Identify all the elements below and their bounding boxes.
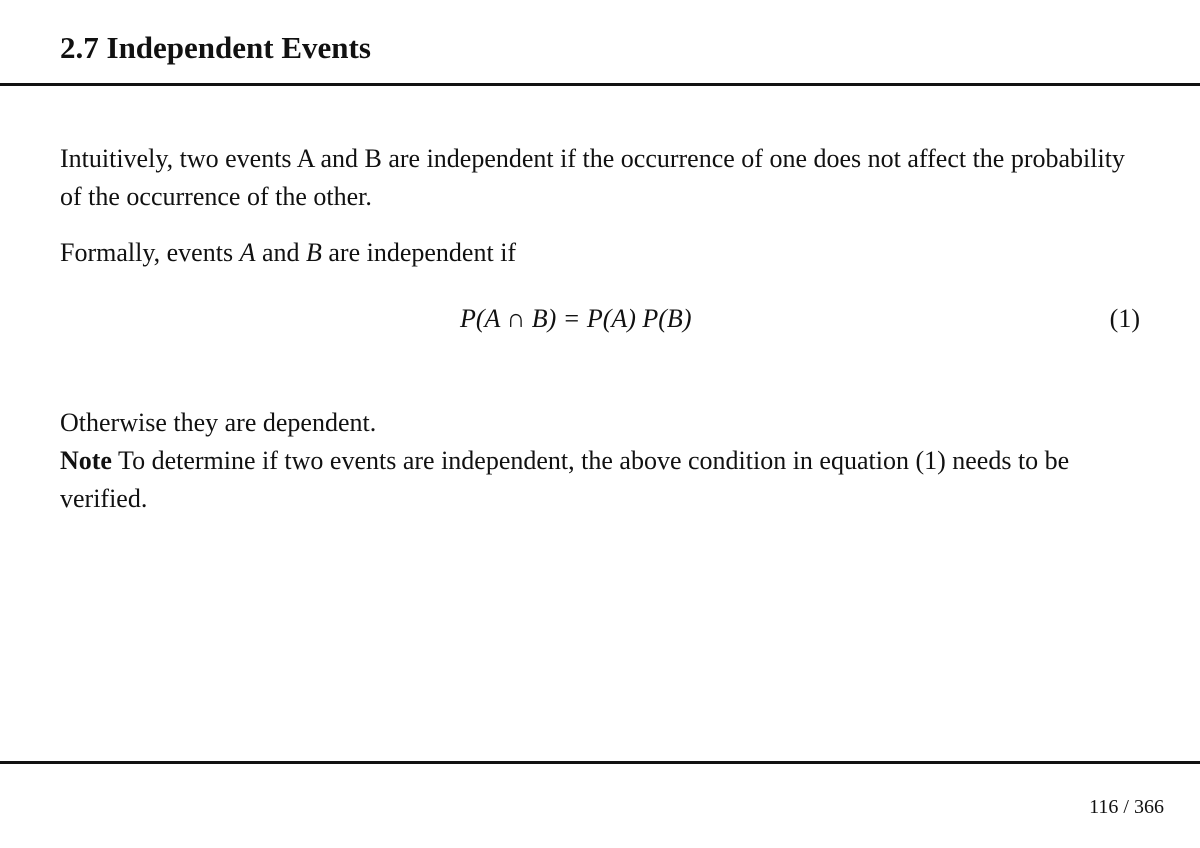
formal-middle: and	[255, 238, 306, 267]
note-label: Note	[60, 446, 112, 475]
equation-number: (1)	[1109, 304, 1140, 333]
independence-equation: P(A ∩ B) = P(A) P(B)	[460, 304, 692, 333]
equation-row	[60, 290, 1150, 350]
slide-content	[60, 140, 1150, 518]
formal-prefix: Formally, events	[60, 238, 240, 267]
footer-divider	[0, 761, 1200, 764]
note-paragraph	[60, 442, 1150, 518]
otherwise-paragraph: Otherwise they are dependent.	[60, 408, 377, 437]
header-divider	[0, 83, 1200, 86]
note-text: To determine if two events are independent, the above condition in equation (1) needs to be verified.	[60, 446, 1070, 513]
slide-title: 2.7 Independent Events	[60, 30, 371, 65]
page-number: 116 / 366	[1089, 796, 1164, 818]
variable-a: A	[239, 238, 256, 267]
formal-definition	[60, 234, 1150, 272]
formal-suffix: are independent if	[321, 238, 517, 267]
intro-paragraph: Intuitively, two events A and B are independent if the occurrence of one does not affect the probability of the occurrence of the other.	[60, 144, 1125, 211]
variable-b: B	[306, 238, 322, 267]
